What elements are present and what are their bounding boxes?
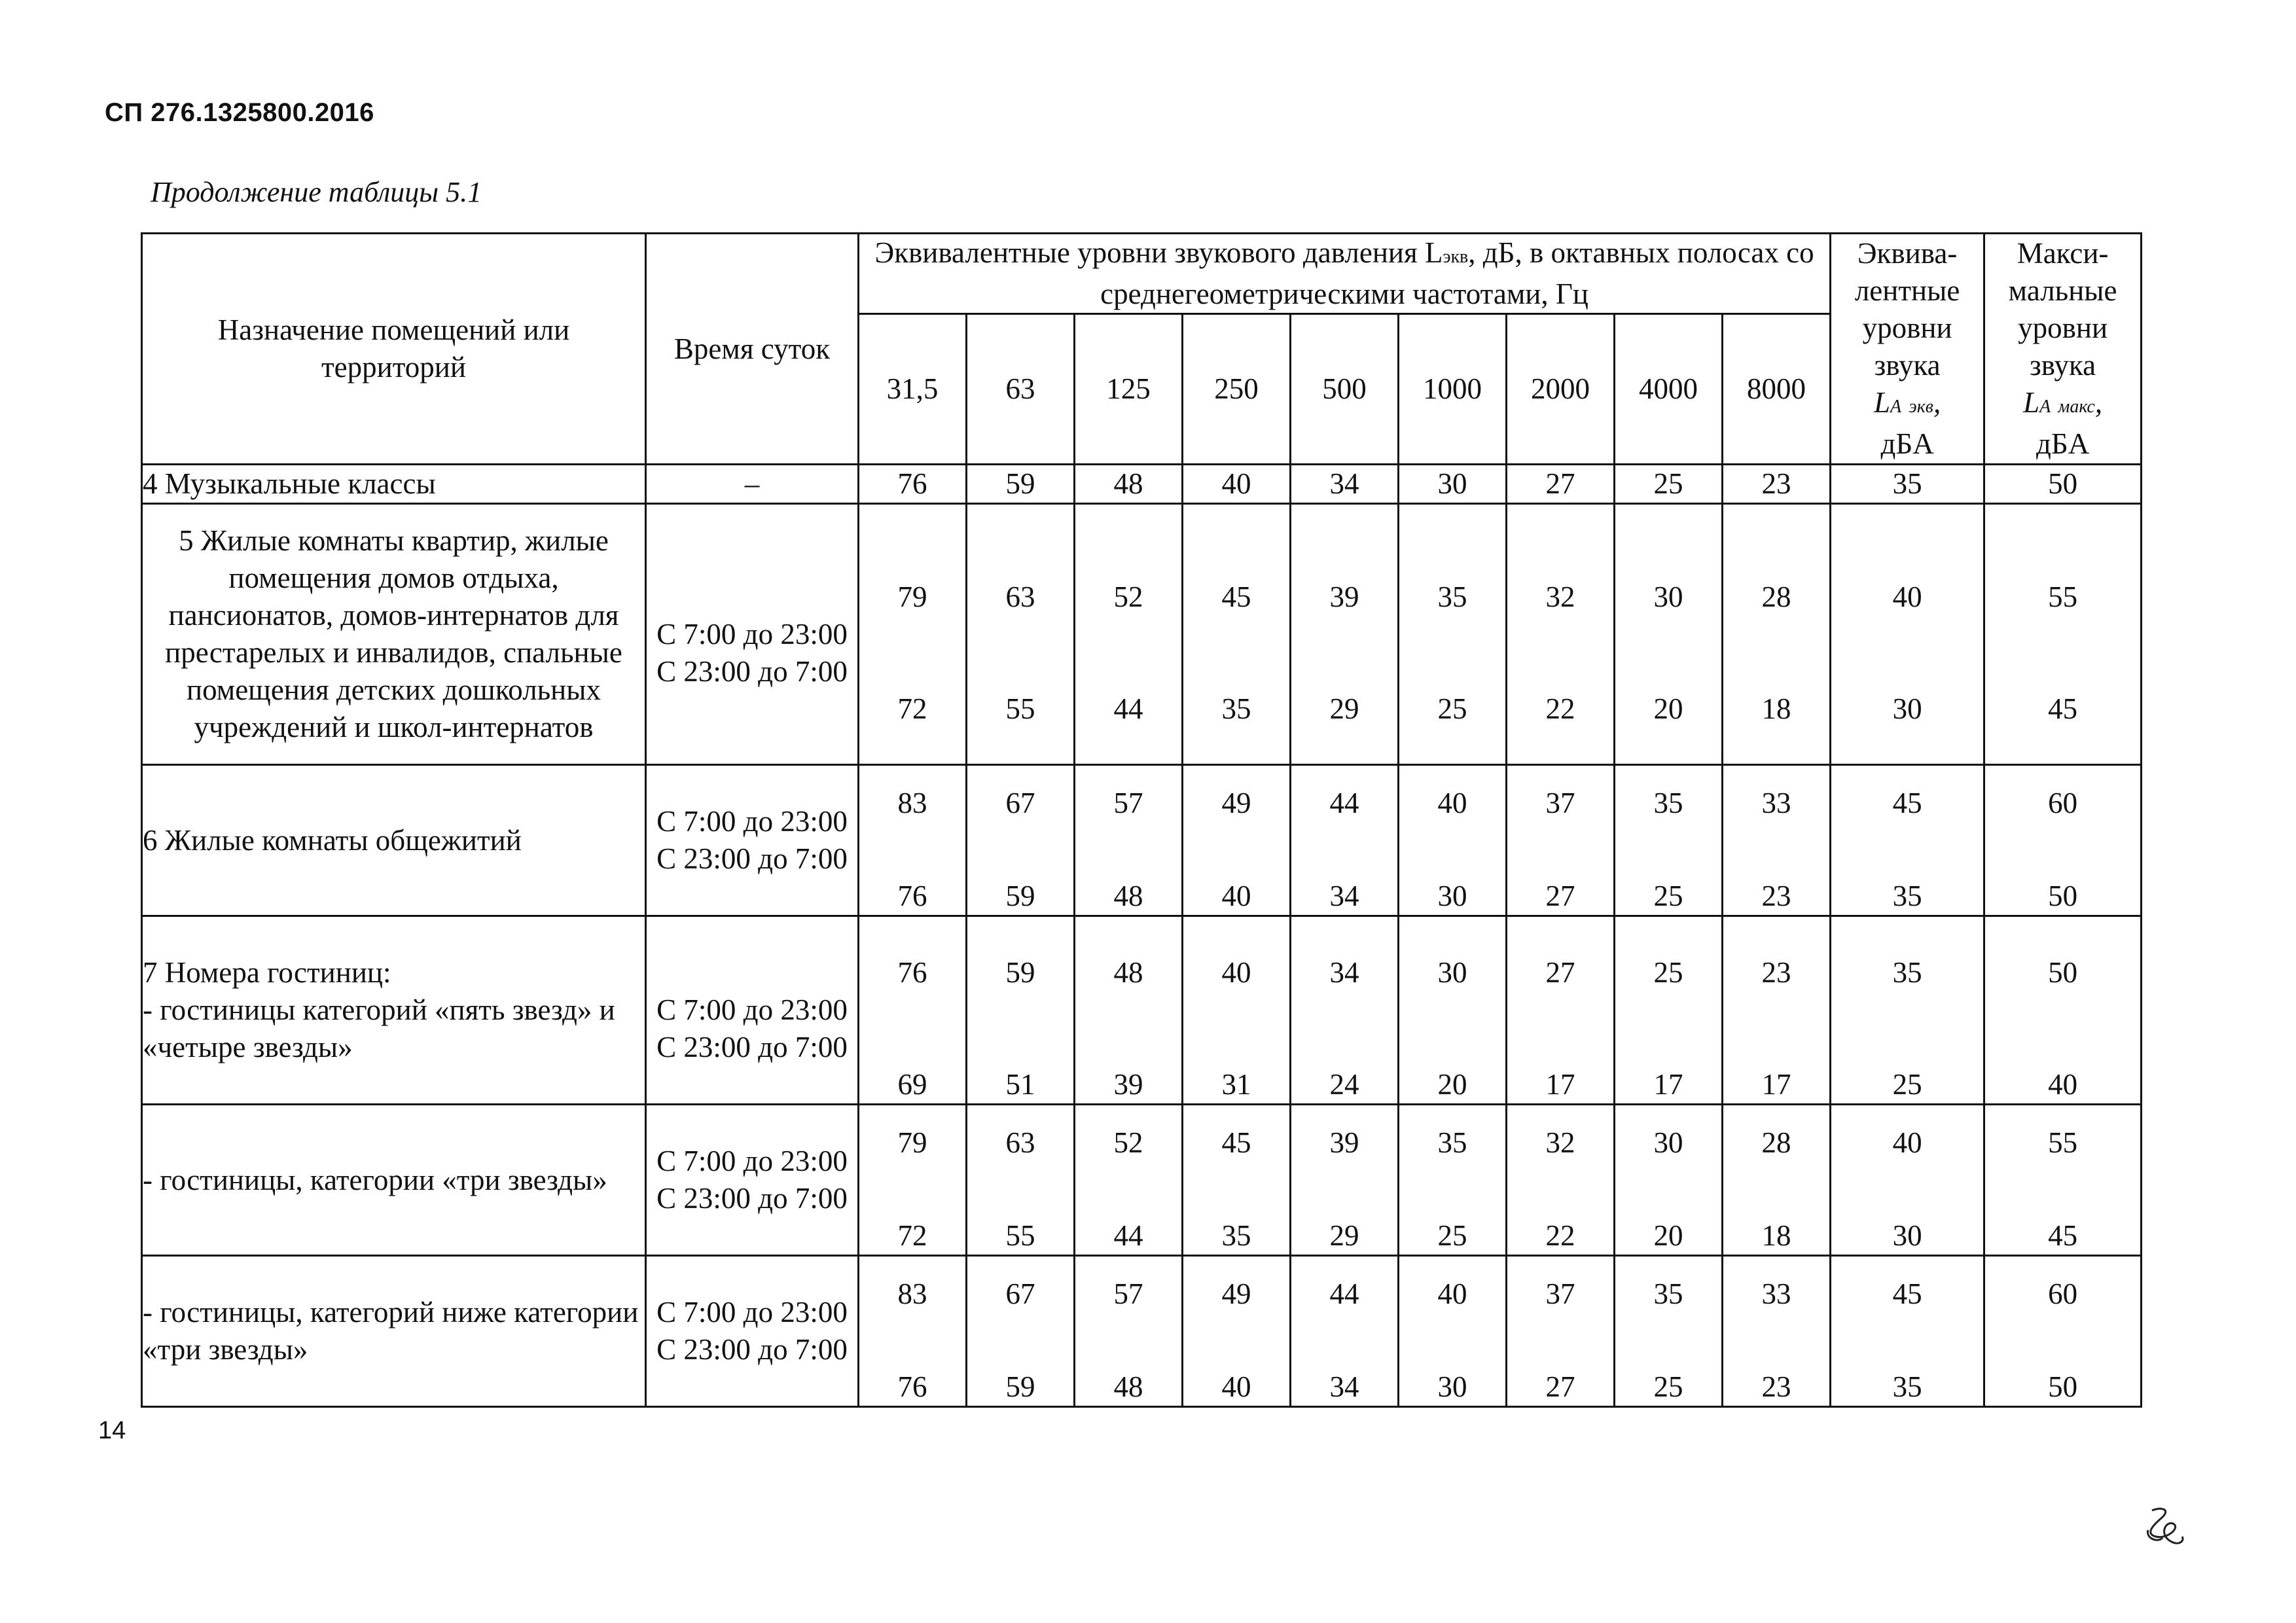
day-level-value: 23 bbox=[1761, 956, 1791, 989]
night-level-value: 59 bbox=[1005, 1370, 1035, 1403]
night-level-value: 55 bbox=[1005, 1219, 1035, 1252]
level-value-cell bbox=[1075, 1256, 1183, 1407]
header-la-max-text: Макси-мальные уровни звука bbox=[2008, 237, 2117, 382]
night-level-value: 25 bbox=[1437, 692, 1467, 725]
night-level-value: 40 bbox=[2048, 1068, 2078, 1101]
night-level-value: 29 bbox=[1329, 692, 1359, 725]
night-level-value: 45 bbox=[2048, 1219, 2078, 1252]
day-level-value: 83 bbox=[897, 786, 927, 819]
level-value-cell bbox=[1984, 1105, 2142, 1256]
room-purpose-text: 4 Музыкальные классы bbox=[143, 467, 436, 500]
level-value-cell bbox=[1615, 465, 1723, 504]
day-level-value: 45 bbox=[1221, 580, 1251, 613]
table-row bbox=[142, 504, 2142, 765]
room-purpose-cell bbox=[142, 916, 646, 1105]
level-value-cell bbox=[1507, 1256, 1615, 1407]
header-la-max-sub: макс bbox=[2058, 397, 2095, 417]
day-level-value: 40 bbox=[1221, 956, 1251, 989]
day-level-value: 45 bbox=[1221, 1126, 1251, 1159]
level-value-cell bbox=[859, 504, 967, 765]
day-level-value: 60 bbox=[2048, 786, 2078, 819]
time-spacer bbox=[647, 954, 857, 991]
day-level-value: 79 bbox=[897, 580, 927, 613]
header-la-max-unit: дБA bbox=[2036, 427, 2090, 460]
night-level-value: 76 bbox=[897, 880, 927, 912]
night-level-value: 50 bbox=[2048, 1370, 2078, 1403]
day-level-value: 40 bbox=[1221, 467, 1251, 500]
level-value-cell bbox=[1615, 765, 1723, 916]
room-purpose-text: 5 Жилые комнаты квартир, жилые помещения домов отдыха, пансионатов, домов-интернатов для престарелых и инвалидов, спальные помещения детских дошкольных учреждений и школ-интернатов bbox=[165, 524, 622, 743]
day-level-value: 76 bbox=[897, 956, 927, 989]
night-level-value: 40 bbox=[1221, 1370, 1251, 1403]
level-value-cell bbox=[1183, 1256, 1291, 1407]
level-value-cell bbox=[1291, 765, 1399, 916]
day-level-value: 35 bbox=[1653, 1277, 1683, 1310]
night-level-value: 48 bbox=[1113, 1370, 1143, 1403]
time-of-day-cell bbox=[646, 765, 859, 916]
day-level-value: 49 bbox=[1221, 1277, 1251, 1310]
header-levels-sub: экв bbox=[1443, 247, 1469, 267]
time-of-day-cell bbox=[646, 1105, 859, 1256]
night-level-value: 48 bbox=[1113, 880, 1143, 912]
level-value-cell bbox=[967, 765, 1075, 916]
header-la-max-symbol-a: A bbox=[2039, 397, 2051, 417]
level-value-cell bbox=[1615, 916, 1723, 1105]
day-level-value: 40 bbox=[1892, 580, 1922, 613]
day-level-value: 37 bbox=[1545, 1277, 1575, 1310]
level-value-cell bbox=[1831, 916, 1984, 1105]
level-value-cell bbox=[1507, 916, 1615, 1105]
room-group-title: 7 Номера гостиниц: bbox=[143, 956, 391, 989]
header-la-eq-text: Эквива-лентные уровни звука bbox=[1854, 237, 1960, 382]
day-level-value: 52 bbox=[1113, 580, 1143, 613]
room-purpose-cell bbox=[142, 1105, 646, 1256]
time-of-day-cell bbox=[646, 504, 859, 765]
room-purpose-text: - гостиницы, категории «три звезды» bbox=[143, 1163, 607, 1196]
level-value-cell bbox=[1831, 1256, 1984, 1407]
night-level-value: 30 bbox=[1437, 1370, 1467, 1403]
night-level-value: 23 bbox=[1761, 1370, 1791, 1403]
level-value-cell bbox=[1507, 465, 1615, 504]
day-level-value: 60 bbox=[2048, 1277, 2078, 1310]
night-level-value: 24 bbox=[1329, 1068, 1359, 1101]
night-level-value: 35 bbox=[1892, 1370, 1922, 1403]
night-level-value: 17 bbox=[1545, 1068, 1575, 1101]
level-value-cell bbox=[1723, 465, 1831, 504]
day-level-value: 25 bbox=[1653, 467, 1683, 500]
night-level-value: 34 bbox=[1329, 1370, 1359, 1403]
level-value-cell bbox=[859, 765, 967, 916]
header-frequency: 125 bbox=[1075, 314, 1183, 465]
day-level-value: 39 bbox=[1329, 580, 1359, 613]
night-level-value: 51 bbox=[1005, 1068, 1035, 1101]
day-level-value: 76 bbox=[897, 467, 927, 500]
day-level-value: 44 bbox=[1329, 1277, 1359, 1310]
day-level-value: 30 bbox=[1653, 1126, 1683, 1159]
night-period-text: С 23:00 до 7:00 bbox=[656, 1182, 848, 1215]
level-value-cell bbox=[1984, 765, 2142, 916]
room-purpose-text: - гостиницы, категорий ниже категории «три звезды» bbox=[143, 1296, 639, 1366]
level-value-cell bbox=[1291, 1105, 1399, 1256]
level-value-cell bbox=[1507, 504, 1615, 765]
level-value-cell bbox=[967, 1105, 1075, 1256]
header-frequency: 2000 bbox=[1507, 314, 1615, 465]
table-row bbox=[142, 765, 2142, 916]
level-value-cell bbox=[1183, 916, 1291, 1105]
level-value-cell bbox=[1183, 1105, 1291, 1256]
day-level-value: 32 bbox=[1545, 580, 1575, 613]
table-row bbox=[142, 1105, 2142, 1256]
night-level-value: 39 bbox=[1113, 1068, 1143, 1101]
night-level-value: 22 bbox=[1545, 1219, 1575, 1252]
day-level-value: 63 bbox=[1005, 1126, 1035, 1159]
night-level-value: 30 bbox=[1437, 880, 1467, 912]
time-of-day-cell bbox=[646, 1256, 859, 1407]
header-frequency: 250 bbox=[1183, 314, 1291, 465]
level-value-cell bbox=[1075, 916, 1183, 1105]
header-frequency: 500 bbox=[1291, 314, 1399, 465]
day-level-value: 35 bbox=[1892, 467, 1922, 500]
table-row bbox=[142, 916, 2142, 1105]
night-level-value: 50 bbox=[2048, 880, 2078, 912]
day-level-value: 45 bbox=[1892, 786, 1922, 819]
day-level-value: 48 bbox=[1113, 467, 1143, 500]
night-level-value: 18 bbox=[1761, 692, 1791, 725]
night-level-value: 40 bbox=[1221, 880, 1251, 912]
noise-norms-table bbox=[141, 232, 2142, 1408]
level-value-cell bbox=[1399, 916, 1507, 1105]
level-value-cell bbox=[1075, 465, 1183, 504]
day-level-value: 59 bbox=[1005, 956, 1035, 989]
level-value-cell bbox=[1723, 504, 1831, 765]
level-value-cell bbox=[1399, 465, 1507, 504]
day-level-value: 83 bbox=[897, 1277, 927, 1310]
night-level-value: 25 bbox=[1653, 1370, 1683, 1403]
level-value-cell bbox=[859, 465, 967, 504]
day-level-value: 79 bbox=[897, 1126, 927, 1159]
day-level-value: 59 bbox=[1005, 467, 1035, 500]
time-of-day-cell bbox=[646, 916, 859, 1105]
room-purpose-cell bbox=[142, 465, 646, 504]
level-value-cell bbox=[1075, 765, 1183, 916]
header-la-max-symbol: L bbox=[2023, 386, 2040, 419]
page-number: 14 bbox=[98, 1417, 126, 1444]
night-level-value: 23 bbox=[1761, 880, 1791, 912]
night-level-value: 69 bbox=[897, 1068, 927, 1101]
day-level-value: 67 bbox=[1005, 786, 1035, 819]
level-value-cell bbox=[1723, 1256, 1831, 1407]
table-row bbox=[142, 1256, 2142, 1407]
day-level-value: 30 bbox=[1653, 580, 1683, 613]
night-level-value: 27 bbox=[1545, 880, 1575, 912]
night-level-value: 31 bbox=[1221, 1068, 1251, 1101]
night-level-value: 55 bbox=[1005, 692, 1035, 725]
level-value-cell bbox=[859, 1256, 967, 1407]
level-value-cell bbox=[1291, 465, 1399, 504]
night-period-text: С 23:00 до 7:00 bbox=[656, 654, 848, 688]
level-value-cell bbox=[1831, 504, 1984, 765]
level-value-cell bbox=[1291, 916, 1399, 1105]
day-level-value: 55 bbox=[2048, 1126, 2078, 1159]
level-value-cell bbox=[1615, 504, 1723, 765]
day-level-value: 67 bbox=[1005, 1277, 1035, 1310]
header-la-max: Макси-мальные уровни звука LA макс, дБA bbox=[1984, 234, 2142, 465]
level-value-cell bbox=[1984, 916, 2142, 1105]
night-level-value: 25 bbox=[1892, 1068, 1922, 1101]
level-value-cell bbox=[1399, 765, 1507, 916]
night-period-text: С 23:00 до 7:00 bbox=[656, 1333, 848, 1366]
level-value-cell bbox=[1615, 1256, 1723, 1407]
day-level-value: 35 bbox=[1653, 786, 1683, 819]
day-level-value: 25 bbox=[1653, 956, 1683, 989]
level-value-cell bbox=[859, 1105, 967, 1256]
night-period-text: С 23:00 до 7:00 bbox=[656, 1031, 848, 1063]
level-value-cell bbox=[1615, 1105, 1723, 1256]
night-level-value: 22 bbox=[1545, 692, 1575, 725]
header-time: Время суток bbox=[646, 234, 859, 465]
level-value-cell bbox=[967, 465, 1075, 504]
level-value-cell bbox=[1984, 465, 2142, 504]
time-of-day-text: – bbox=[744, 467, 760, 500]
level-value-cell bbox=[1183, 504, 1291, 765]
day-level-value: 30 bbox=[1437, 956, 1467, 989]
day-level-value: 63 bbox=[1005, 580, 1035, 613]
day-level-value: 28 bbox=[1761, 1126, 1791, 1159]
room-purpose-cell bbox=[142, 1256, 646, 1407]
header-la-eq-symbol: L bbox=[1873, 386, 1890, 419]
night-level-value: 18 bbox=[1761, 1219, 1791, 1252]
day-level-value: 27 bbox=[1545, 467, 1575, 500]
night-level-value: 35 bbox=[1892, 880, 1922, 912]
level-value-cell bbox=[1984, 1256, 2142, 1407]
level-value-cell bbox=[1291, 504, 1399, 765]
level-value-cell bbox=[967, 504, 1075, 765]
day-period-text: С 7:00 до 23:00 bbox=[656, 617, 848, 651]
level-value-cell bbox=[1183, 765, 1291, 916]
day-level-value: 50 bbox=[2048, 467, 2078, 500]
day-level-value: 35 bbox=[1437, 1126, 1467, 1159]
header-la-eq-sub: экв bbox=[1909, 397, 1933, 417]
day-level-value: 27 bbox=[1545, 956, 1575, 989]
header-levels-text: Эквивалентные уровни звукового давления L bbox=[874, 236, 1443, 269]
day-period-text: С 7:00 до 23:00 bbox=[656, 993, 848, 1026]
night-level-value: 25 bbox=[1653, 880, 1683, 912]
level-value-cell bbox=[1507, 1105, 1615, 1256]
header-frequency: 8000 bbox=[1723, 314, 1831, 465]
header-room: Назначение помещений или территорий bbox=[142, 234, 646, 465]
night-level-value: 35 bbox=[1221, 692, 1251, 725]
day-level-value: 35 bbox=[1892, 956, 1922, 989]
room-purpose-text: 6 Жилые комнаты общежитий bbox=[143, 823, 522, 857]
night-level-value: 72 bbox=[897, 1219, 927, 1252]
day-level-value: 34 bbox=[1329, 956, 1359, 989]
day-level-value: 40 bbox=[1437, 1277, 1467, 1310]
level-value-cell bbox=[967, 1256, 1075, 1407]
header-frequency: 63 bbox=[967, 314, 1075, 465]
day-level-value: 40 bbox=[1892, 1126, 1922, 1159]
night-level-value: 29 bbox=[1329, 1219, 1359, 1252]
night-level-value: 25 bbox=[1437, 1219, 1467, 1252]
level-value-cell bbox=[1075, 504, 1183, 765]
room-purpose-cell bbox=[142, 504, 646, 765]
night-level-value: 44 bbox=[1113, 692, 1143, 725]
time-spacer bbox=[647, 579, 857, 616]
day-level-value: 33 bbox=[1761, 1277, 1791, 1310]
level-value-cell bbox=[1075, 1105, 1183, 1256]
room-purpose-text: - гостиницы категорий «пять звезд» и «четыре звезды» bbox=[143, 993, 615, 1063]
table-row bbox=[142, 465, 2142, 504]
header-levels-tail: , дБ, в октавных полосах со среднегеометрическими частотами, Гц bbox=[1100, 236, 1814, 310]
night-level-value: 35 bbox=[1221, 1219, 1251, 1252]
night-level-value: 17 bbox=[1653, 1068, 1683, 1101]
header-frequency: 31,5 bbox=[859, 314, 967, 465]
level-value-cell bbox=[1291, 1256, 1399, 1407]
day-level-value: 48 bbox=[1113, 956, 1143, 989]
level-value-cell bbox=[1399, 504, 1507, 765]
night-level-value: 20 bbox=[1653, 692, 1683, 725]
day-level-value: 39 bbox=[1329, 1126, 1359, 1159]
day-level-value: 52 bbox=[1113, 1126, 1143, 1159]
night-level-value: 20 bbox=[1437, 1068, 1467, 1101]
header-frequency: 4000 bbox=[1615, 314, 1723, 465]
document-code: СП 276.1325800.2016 bbox=[105, 98, 374, 127]
night-level-value: 17 bbox=[1761, 1068, 1791, 1101]
header-la-eq-unit: дБA bbox=[1880, 427, 1934, 460]
day-level-value: 57 bbox=[1113, 786, 1143, 819]
night-level-value: 76 bbox=[897, 1370, 927, 1403]
level-value-cell bbox=[1723, 1105, 1831, 1256]
header-la-eq-symbol-a: A bbox=[1890, 397, 1902, 417]
night-level-value: 59 bbox=[1005, 880, 1035, 912]
header-levels-group bbox=[859, 234, 1831, 314]
night-level-value: 27 bbox=[1545, 1370, 1575, 1403]
day-period-text: С 7:00 до 23:00 bbox=[656, 1296, 848, 1329]
level-value-cell bbox=[1831, 465, 1984, 504]
night-level-value: 44 bbox=[1113, 1219, 1143, 1252]
level-value-cell bbox=[1723, 916, 1831, 1105]
day-level-value: 32 bbox=[1545, 1126, 1575, 1159]
handwritten-mark bbox=[2139, 1504, 2191, 1550]
level-value-cell bbox=[1183, 465, 1291, 504]
level-value-cell bbox=[859, 916, 967, 1105]
time-of-day-cell bbox=[646, 465, 859, 504]
level-value-cell bbox=[1723, 765, 1831, 916]
day-level-value: 45 bbox=[1892, 1277, 1922, 1310]
level-value-cell bbox=[967, 916, 1075, 1105]
level-value-cell bbox=[1399, 1256, 1507, 1407]
level-value-cell bbox=[1984, 504, 2142, 765]
level-value-cell bbox=[1507, 765, 1615, 916]
day-level-value: 37 bbox=[1545, 786, 1575, 819]
day-level-value: 34 bbox=[1329, 467, 1359, 500]
day-level-value: 57 bbox=[1113, 1277, 1143, 1310]
day-level-value: 55 bbox=[2048, 580, 2078, 613]
day-level-value: 30 bbox=[1437, 467, 1467, 500]
day-level-value: 33 bbox=[1761, 786, 1791, 819]
level-value-cell bbox=[1831, 765, 1984, 916]
day-period-text: С 7:00 до 23:00 bbox=[656, 805, 848, 838]
night-level-value: 30 bbox=[1892, 1219, 1922, 1252]
day-level-value: 35 bbox=[1437, 580, 1467, 613]
day-level-value: 40 bbox=[1437, 786, 1467, 819]
day-level-value: 44 bbox=[1329, 786, 1359, 819]
night-period-text: С 23:00 до 7:00 bbox=[656, 842, 848, 875]
header-la-eq: Эквива-лентные уровни звука LA экв, дБA bbox=[1831, 234, 1984, 465]
table-caption: Продолжение таблицы 5.1 bbox=[151, 176, 482, 208]
night-level-value: 30 bbox=[1892, 692, 1922, 725]
day-level-value: 23 bbox=[1761, 467, 1791, 500]
header-frequency: 1000 bbox=[1399, 314, 1507, 465]
night-level-value: 45 bbox=[2048, 692, 2078, 725]
day-period-text: С 7:00 до 23:00 bbox=[656, 1145, 848, 1177]
room-purpose-cell bbox=[142, 765, 646, 916]
night-level-value: 72 bbox=[897, 692, 927, 725]
day-level-value: 50 bbox=[2048, 956, 2078, 989]
level-value-cell bbox=[1831, 1105, 1984, 1256]
day-level-value: 28 bbox=[1761, 580, 1791, 613]
night-level-value: 34 bbox=[1329, 880, 1359, 912]
level-value-cell bbox=[1399, 1105, 1507, 1256]
day-level-value: 49 bbox=[1221, 786, 1251, 819]
night-level-value: 20 bbox=[1653, 1219, 1683, 1252]
